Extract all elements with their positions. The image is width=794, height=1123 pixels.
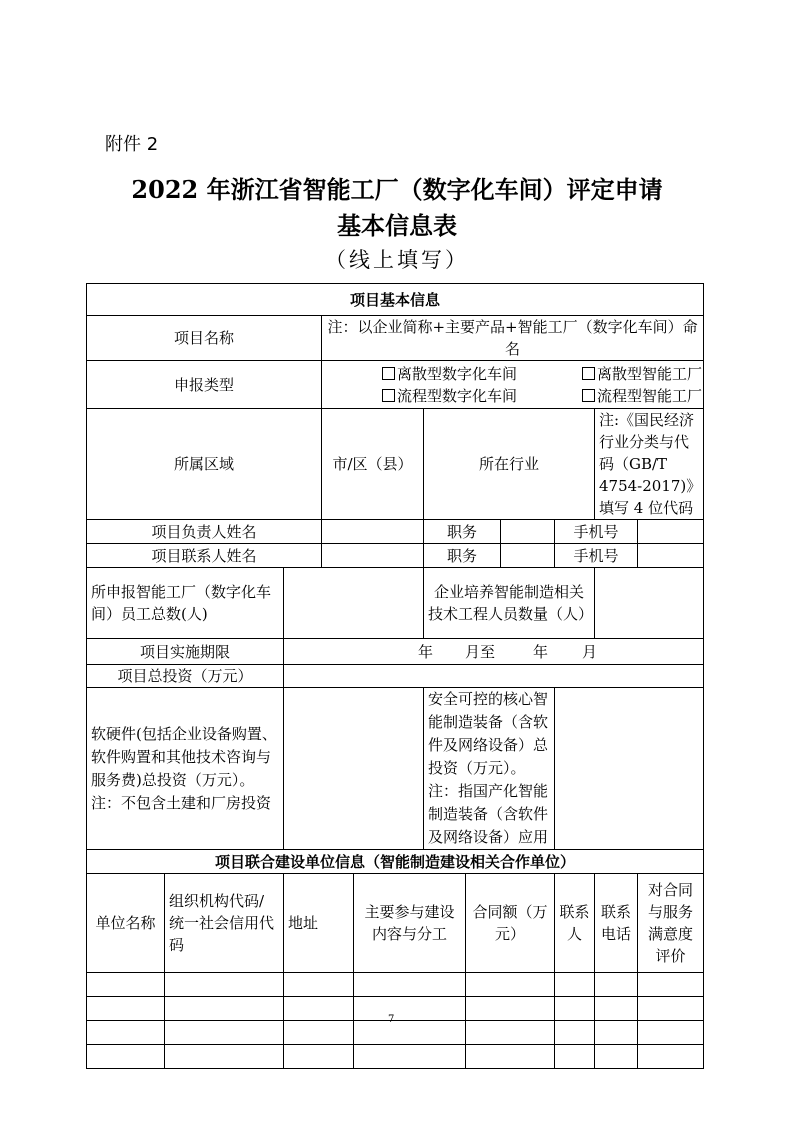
leader-mobile-field[interactable]	[638, 520, 704, 544]
header-contact-person: 联系人	[555, 874, 595, 973]
checkbox-icon[interactable]	[382, 367, 395, 380]
region-field[interactable]: 市/区（县）	[322, 409, 424, 520]
table-row	[87, 997, 704, 1021]
project-name-label: 项目名称	[87, 316, 322, 361]
checkbox-icon[interactable]	[582, 367, 595, 380]
region-label: 所属区域	[87, 409, 322, 520]
project-name-field[interactable]: 注：以企业简称+主要产品+智能工厂（数字化车间）命名	[322, 316, 704, 361]
engineers-count-label: 企业培养智能制造相关技术工程人员数量（人）	[424, 568, 595, 639]
header-address: 地址	[284, 874, 354, 973]
table-row	[87, 973, 704, 997]
contact-mobile-label: 手机号	[555, 544, 638, 568]
total-investment-field[interactable]	[284, 665, 704, 688]
contact-position-label: 职务	[424, 544, 501, 568]
header-contact-phone: 联系电话	[595, 874, 638, 973]
total-investment-label: 项目总投资（万元）	[87, 665, 284, 688]
section-cooperation-units: 项目联合建设单位信息（智能制造建设相关合作单位）	[87, 850, 704, 874]
checkbox-icon[interactable]	[582, 389, 595, 402]
staff-count-field[interactable]	[284, 568, 424, 639]
engineers-count-field[interactable]	[595, 568, 704, 639]
document-title-line2: 基本信息表	[337, 211, 457, 240]
leader-mobile-label: 手机号	[555, 520, 638, 544]
table-row	[87, 1045, 704, 1069]
contact-field[interactable]	[322, 544, 424, 568]
checkbox-icon[interactable]	[382, 389, 395, 402]
header-satisfaction: 对合同与服务满意度评价	[638, 874, 704, 973]
option-process-workshop[interactable]: 流程型数字化车间	[382, 385, 582, 407]
apply-type-label: 申报类型	[87, 361, 322, 409]
apply-type-options	[322, 361, 704, 409]
contact-position-field[interactable]	[501, 544, 555, 568]
table-row	[87, 1021, 704, 1045]
option-discrete-factory[interactable]: 离散型智能工厂	[582, 363, 704, 385]
leader-field[interactable]	[322, 520, 424, 544]
header-org-code: 组织机构代码/统一社会信用代码	[165, 874, 284, 973]
leader-position-label: 职务	[424, 520, 501, 544]
page-number: 7	[388, 1014, 395, 1025]
period-field[interactable]: 年 月至 年 月	[284, 639, 704, 665]
header-contract-amount: 合同额（万元）	[466, 874, 555, 973]
header-contribution: 主要参与建设内容与分工	[354, 874, 466, 973]
industry-field[interactable]: 注:《国民经济行业分类与代码（GB/T 4754-2017)》填写 4 位代码	[595, 409, 704, 520]
leader-label: 项目负责人姓名	[87, 520, 322, 544]
document-subtitle: （线上填写）	[325, 248, 469, 272]
hw-sw-investment-label: 软硬件(包括企业设备购置、软件购置和其他技术咨询与服务费)总投资（万元）。注：不包含土建和厂房投资	[87, 688, 284, 850]
period-label: 项目实施期限	[87, 639, 284, 665]
section-basic-info: 项目基本信息	[87, 284, 704, 316]
core-equipment-investment-field[interactable]	[555, 688, 704, 850]
leader-position-field[interactable]	[501, 520, 555, 544]
staff-count-label: 所申报智能工厂（数字化车间）员工总数(人)	[87, 568, 284, 639]
contact-label: 项目联系人姓名	[87, 544, 322, 568]
contact-mobile-field[interactable]	[638, 544, 704, 568]
annex-label: 附件 2	[105, 134, 159, 155]
info-form-table	[86, 283, 704, 1069]
document-title: 2022 年浙江省智能工厂（数字化车间）评定申请	[131, 175, 663, 204]
core-equipment-investment-label: 安全可控的核心智能制造装备（含软件及网络设备）总投资（万元）。注：指国产化智能制造装备（含软件及网络设备）应用	[424, 688, 555, 850]
option-discrete-workshop[interactable]: 离散型数字化车间	[382, 363, 582, 385]
industry-label: 所在行业	[424, 409, 595, 520]
header-unit-name: 单位名称	[87, 874, 165, 973]
option-process-factory[interactable]: 流程型智能工厂	[582, 385, 704, 407]
hw-sw-investment-field[interactable]	[284, 688, 424, 850]
